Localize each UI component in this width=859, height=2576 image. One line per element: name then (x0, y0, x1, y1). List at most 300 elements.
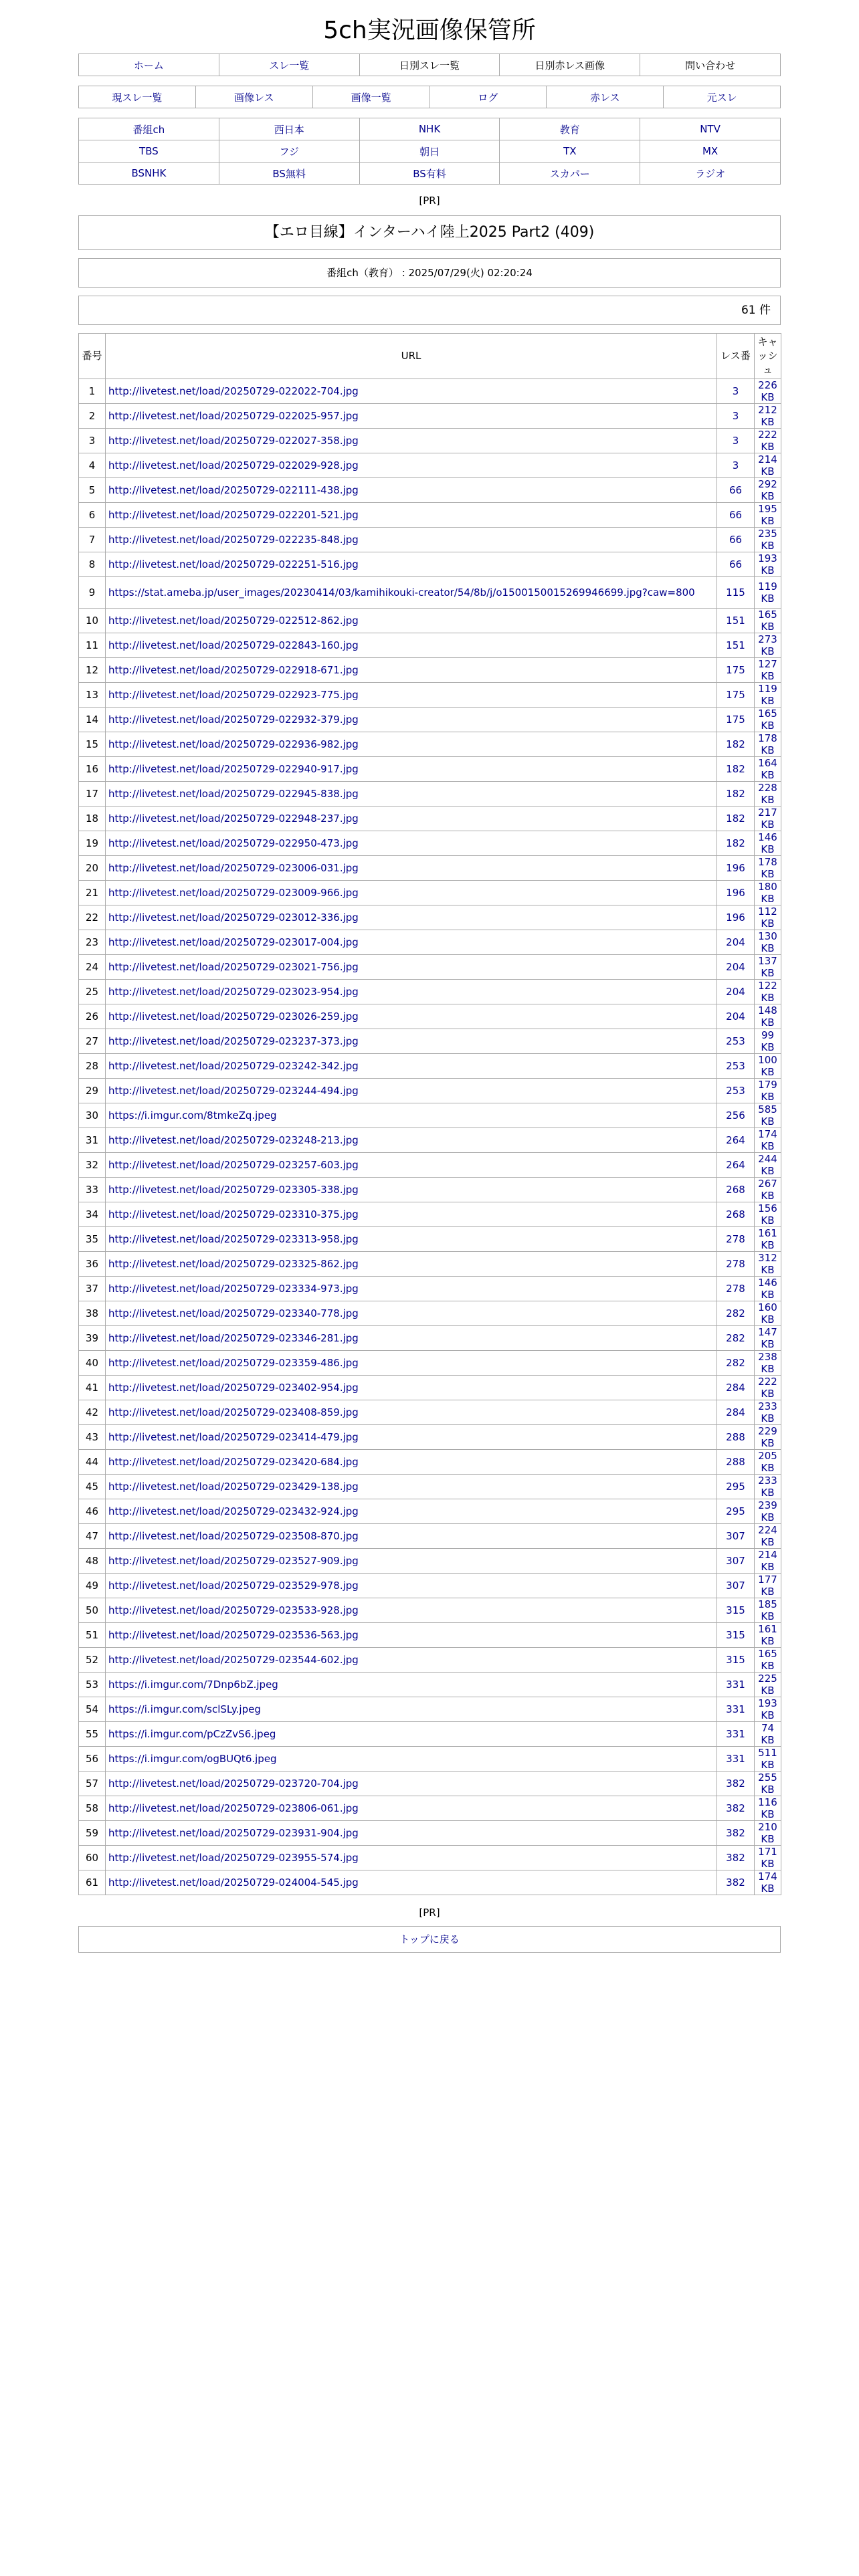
cache-size-link[interactable]: 228 KB (758, 782, 777, 806)
image-url-link[interactable]: http://livetest.net/load/20250729-023310-375.jpg (108, 1208, 359, 1220)
main-nav-cell (219, 54, 359, 76)
image-url-link[interactable]: http://livetest.net/load/20250729-022029-928.jpg (108, 459, 359, 471)
channel-link[interactable]: BS無料 (272, 167, 306, 180)
row-cache-cell (755, 955, 781, 980)
cache-size-link[interactable]: 164 KB (758, 757, 777, 781)
image-url-link[interactable]: http://livetest.net/load/20250729-022027-358.jpg (108, 435, 359, 447)
res-number-link[interactable]: 253 (726, 1085, 745, 1097)
row-url-cell (106, 1722, 717, 1747)
cache-size-link[interactable]: 160 KB (758, 1301, 777, 1325)
cache-size-link[interactable]: 238 KB (758, 1351, 777, 1375)
channel-nav-cell (219, 163, 359, 185)
row-number: 2 (79, 404, 106, 429)
cache-size-link[interactable]: 174 KB (758, 1128, 777, 1152)
image-url-link[interactable]: http://livetest.net/load/20250729-023017-004.jpg (108, 936, 359, 948)
channel-link[interactable]: TX (563, 145, 577, 157)
thread-nav-item[interactable]: ログ (478, 91, 498, 104)
res-number-link[interactable]: 66 (729, 509, 743, 521)
image-url-link[interactable]: http://livetest.net/load/20250729-023720-704.jpg (108, 1778, 359, 1790)
res-number-link[interactable]: 284 (726, 1406, 745, 1418)
res-number-link[interactable]: 151 (726, 615, 745, 627)
res-number-link[interactable]: 315 (726, 1629, 745, 1641)
channel-nav-cell (500, 163, 640, 185)
image-url-link[interactable]: http://livetest.net/load/20250729-022918-671.jpg (108, 664, 359, 676)
cache-size-link[interactable]: 210 KB (758, 1821, 777, 1845)
cache-size-link[interactable]: 177 KB (758, 1574, 777, 1598)
image-url-link[interactable]: http://livetest.net/load/20250729-023023-954.jpg (108, 986, 359, 998)
cache-size-link[interactable]: 122 KB (758, 980, 777, 1004)
main-nav-item[interactable]: 日別赤レス画像 (535, 59, 605, 72)
res-number-link[interactable]: 382 (726, 1876, 745, 1889)
cache-size-link[interactable]: 112 KB (758, 905, 777, 930)
cache-size-link[interactable]: 174 KB (758, 1870, 777, 1895)
cache-size-link[interactable]: 312 KB (758, 1252, 777, 1276)
image-url-link[interactable]: http://livetest.net/load/20250729-023536-563.jpg (108, 1629, 359, 1641)
res-number-link[interactable]: 66 (729, 558, 743, 570)
table-row (79, 1425, 781, 1450)
row-res-cell (717, 683, 755, 708)
table-row (79, 1697, 781, 1722)
image-url-link[interactable]: http://livetest.net/load/20250729-023529-978.jpg (108, 1580, 359, 1592)
image-url-link[interactable]: http://livetest.net/load/20250729-023244-494.jpg (108, 1085, 359, 1097)
row-url-cell (106, 1747, 717, 1772)
channel-link[interactable]: 西日本 (274, 123, 304, 136)
row-number: 16 (79, 757, 106, 782)
res-number-link[interactable]: 182 (726, 738, 745, 750)
image-url-link[interactable]: http://livetest.net/load/20250729-023021-756.jpg (108, 961, 359, 973)
res-number-link[interactable]: 151 (726, 639, 745, 651)
res-number-link[interactable]: 256 (726, 1109, 745, 1121)
row-cache-cell (755, 782, 781, 807)
row-res-cell (717, 1598, 755, 1623)
table-row (79, 1475, 781, 1499)
res-number-link[interactable]: 295 (726, 1481, 745, 1493)
row-res-cell (717, 1475, 755, 1499)
res-number-link[interactable]: 268 (726, 1208, 745, 1220)
image-url-link[interactable]: https://i.imgur.com/8tmkeZq.jpeg (108, 1109, 277, 1121)
res-number-link[interactable]: 331 (726, 1753, 745, 1765)
row-res-cell (717, 1821, 755, 1846)
cache-size-link[interactable]: 156 KB (758, 1202, 777, 1226)
cache-size-link[interactable]: 148 KB (758, 1004, 777, 1029)
res-number-link[interactable]: 182 (726, 763, 745, 775)
row-url-cell (106, 708, 717, 732)
table-row (79, 708, 781, 732)
channel-link[interactable]: TBS (139, 145, 159, 157)
image-url-link[interactable]: http://livetest.net/load/20250729-023527-909.jpg (108, 1555, 359, 1567)
main-nav-item[interactable]: ホーム (133, 59, 164, 72)
res-number-link[interactable]: 284 (726, 1382, 745, 1394)
table-row (79, 683, 781, 708)
image-url-link[interactable]: https://i.imgur.com/7Dnp6bZ.jpeg (108, 1679, 278, 1691)
res-number-link[interactable]: 315 (726, 1654, 745, 1666)
cache-size-link[interactable]: 178 KB (758, 732, 777, 756)
image-url-link[interactable]: https://i.imgur.com/sclSLy.jpeg (108, 1703, 261, 1715)
cache-size-link[interactable]: 147 KB (758, 1326, 777, 1350)
thread-nav-item[interactable]: 画像レス (233, 91, 274, 104)
row-cache-cell (755, 807, 781, 831)
image-url-link[interactable]: http://livetest.net/load/20250729-023955-574.jpg (108, 1852, 359, 1864)
image-url-link[interactable]: http://livetest.net/load/20250729-022251-516.jpg (108, 558, 359, 570)
image-url-link[interactable]: http://livetest.net/load/20250729-023346-281.jpg (108, 1332, 359, 1344)
res-number-link[interactable]: 204 (726, 936, 745, 948)
cache-size-link[interactable]: 119 KB (758, 580, 777, 605)
res-number-link[interactable]: 264 (726, 1159, 745, 1171)
image-url-link[interactable]: http://livetest.net/load/20250729-023432-924.jpg (108, 1505, 359, 1517)
image-url-link[interactable]: http://livetest.net/load/20250729-023508-870.jpg (108, 1530, 359, 1542)
res-number-link[interactable]: 382 (726, 1778, 745, 1790)
row-res-cell (717, 1524, 755, 1549)
cache-size-link[interactable]: 292 KB (758, 478, 777, 502)
res-number-link[interactable]: 182 (726, 788, 745, 800)
res-number-link[interactable]: 278 (726, 1258, 745, 1270)
image-url-link[interactable]: https://i.imgur.com/ogBUQt6.jpeg (108, 1753, 277, 1765)
row-url-cell (106, 609, 717, 633)
cache-size-link[interactable]: 161 KB (758, 1623, 777, 1647)
res-number-link[interactable]: 196 (726, 887, 745, 899)
cache-size-link[interactable]: 180 KB (758, 881, 777, 905)
table-row (79, 1301, 781, 1326)
channel-nav-cell (79, 140, 219, 163)
row-cache-cell (755, 732, 781, 757)
res-number-link[interactable]: 315 (726, 1604, 745, 1616)
row-cache-cell (755, 1079, 781, 1103)
table-row (79, 881, 781, 905)
thread-nav-item[interactable]: 元スレ (706, 91, 737, 104)
row-res-cell (717, 1029, 755, 1054)
row-url-cell (106, 1178, 717, 1202)
channel-link[interactable]: ラジオ (695, 167, 726, 180)
res-number-link[interactable]: 115 (726, 586, 745, 599)
cache-size-link[interactable]: 212 KB (758, 404, 777, 428)
row-res-cell (717, 1178, 755, 1202)
row-res-cell (717, 1054, 755, 1079)
row-res-cell (717, 478, 755, 503)
res-number-link[interactable]: 3 (732, 410, 739, 422)
res-number-link[interactable]: 204 (726, 986, 745, 998)
image-url-link[interactable]: http://livetest.net/load/20250729-022022-704.jpg (108, 385, 359, 397)
table-row (79, 1252, 781, 1277)
main-nav-item[interactable]: スレ一覧 (269, 59, 310, 72)
res-number-link[interactable]: 331 (726, 1703, 745, 1715)
res-number-link[interactable]: 307 (726, 1580, 745, 1592)
channel-link[interactable]: BSNHK (131, 167, 167, 179)
table-row (79, 1351, 781, 1376)
res-number-link[interactable]: 331 (726, 1728, 745, 1740)
row-res-cell (717, 1004, 755, 1029)
cache-size-link[interactable]: 217 KB (758, 807, 777, 831)
cache-size-link[interactable]: 193 KB (758, 1697, 777, 1721)
row-url-cell (106, 1524, 717, 1549)
row-cache-cell (755, 633, 781, 658)
res-number-link[interactable]: 288 (726, 1431, 745, 1443)
cache-size-link[interactable]: 239 KB (758, 1499, 777, 1523)
image-url-link[interactable]: http://livetest.net/load/20250729-022025-957.jpg (108, 410, 359, 422)
row-url-cell (106, 1202, 717, 1227)
image-url-link[interactable]: http://livetest.net/load/20250729-022923-775.jpg (108, 689, 359, 701)
res-number-link[interactable]: 182 (726, 813, 745, 825)
image-url-link[interactable]: https://i.imgur.com/pCzZvS6.jpeg (108, 1728, 276, 1740)
cache-size-link[interactable]: 146 KB (758, 1277, 777, 1301)
row-res-cell (717, 1549, 755, 1574)
row-number: 48 (79, 1549, 106, 1574)
row-cache-cell (755, 453, 781, 478)
image-url-link[interactable]: http://livetest.net/load/20250729-023806-061.jpg (108, 1802, 359, 1814)
table-row (79, 1648, 781, 1673)
cache-size-link[interactable]: 146 KB (758, 831, 777, 855)
table-row (79, 1326, 781, 1351)
res-number-link[interactable]: 196 (726, 911, 745, 924)
row-url-cell (106, 1153, 717, 1178)
image-url-link[interactable]: http://livetest.net/load/20250729-022940-917.jpg (108, 763, 359, 775)
row-cache-cell (755, 404, 781, 429)
row-url-cell (106, 955, 717, 980)
image-url-link[interactable]: http://livetest.net/load/20250729-023237-373.jpg (108, 1035, 359, 1047)
row-cache-cell (755, 1029, 781, 1054)
cache-size-link[interactable]: 235 KB (758, 528, 777, 552)
row-number: 51 (79, 1623, 106, 1648)
res-number-link[interactable]: 288 (726, 1456, 745, 1468)
image-url-link[interactable]: http://livetest.net/load/20250729-023012-336.jpg (108, 911, 359, 924)
row-url-cell (106, 1351, 717, 1376)
channel-link[interactable]: スカパー (549, 167, 590, 180)
cache-size-link[interactable]: 99 KB (761, 1029, 775, 1053)
res-number-link[interactable]: 66 (729, 534, 743, 546)
res-number-link[interactable]: 204 (726, 961, 745, 973)
main-nav-item[interactable]: 問い合わせ (685, 59, 736, 72)
res-number-link[interactable]: 182 (726, 837, 745, 849)
image-url-link[interactable]: http://livetest.net/load/20250729-022843-160.jpg (108, 639, 359, 651)
thread-nav-item[interactable]: 現スレ一覧 (112, 91, 163, 104)
cache-size-link[interactable]: 214 KB (758, 453, 777, 477)
cache-size-link[interactable]: 179 KB (758, 1079, 777, 1103)
image-url-link[interactable]: http://livetest.net/load/20250729-023248-213.jpg (108, 1134, 359, 1146)
cache-size-link[interactable]: 226 KB (758, 379, 777, 403)
res-number-link[interactable]: 282 (726, 1357, 745, 1369)
row-url-cell (106, 1128, 717, 1153)
thread-nav-item[interactable]: 赤レス (589, 91, 620, 104)
row-url-cell (106, 1697, 717, 1722)
image-url-link[interactable]: http://livetest.net/load/20250729-023340-778.jpg (108, 1307, 359, 1319)
cache-size-link[interactable]: 116 KB (758, 1796, 777, 1820)
channel-nav-cell (219, 140, 359, 163)
cache-size-link[interactable]: 267 KB (758, 1178, 777, 1202)
cache-size-link[interactable]: 171 KB (758, 1846, 777, 1870)
cache-size-link[interactable]: 178 KB (758, 856, 777, 880)
image-url-link[interactable]: http://livetest.net/load/20250729-022111-438.jpg (108, 484, 359, 496)
cache-size-link[interactable]: 233 KB (758, 1400, 777, 1424)
channel-link[interactable]: NHK (418, 123, 441, 135)
row-number: 24 (79, 955, 106, 980)
row-number: 22 (79, 905, 106, 930)
channel-link[interactable]: 教育 (559, 123, 580, 136)
res-number-link[interactable]: 175 (726, 664, 745, 676)
image-url-link[interactable]: http://livetest.net/load/20250729-023305-338.jpg (108, 1184, 359, 1196)
image-url-link[interactable]: http://livetest.net/load/20250729-023931-904.jpg (108, 1827, 359, 1839)
image-url-link[interactable]: http://livetest.net/load/20250729-023359-486.jpg (108, 1357, 359, 1369)
row-res-cell (717, 955, 755, 980)
image-url-link[interactable]: http://livetest.net/load/20250729-023026-259.jpg (108, 1010, 359, 1023)
cache-size-link[interactable]: 195 KB (758, 503, 777, 527)
cache-size-link[interactable]: 127 KB (758, 658, 777, 682)
row-res-cell (717, 1648, 755, 1673)
res-number-link[interactable]: 278 (726, 1283, 745, 1295)
res-number-link[interactable]: 382 (726, 1852, 745, 1864)
res-number-link[interactable]: 382 (726, 1827, 745, 1839)
cache-size-link[interactable]: 222 KB (758, 429, 777, 453)
cache-size-link[interactable]: 161 KB (758, 1227, 777, 1251)
channel-link[interactable]: BS有料 (413, 167, 446, 180)
res-number-link[interactable]: 66 (729, 484, 743, 496)
image-url-link[interactable]: http://livetest.net/load/20250729-023325-862.jpg (108, 1258, 359, 1270)
res-number-link[interactable]: 307 (726, 1530, 745, 1542)
image-url-link[interactable]: http://livetest.net/load/20250729-023242-342.jpg (108, 1060, 359, 1072)
row-number: 29 (79, 1079, 106, 1103)
cache-size-link[interactable]: 193 KB (758, 552, 777, 576)
table-row (79, 633, 781, 658)
cache-size-link[interactable]: 165 KB (758, 708, 777, 732)
res-number-link[interactable]: 253 (726, 1060, 745, 1072)
image-url-link[interactable]: http://livetest.net/load/20250729-022512-862.jpg (108, 615, 359, 627)
res-number-link[interactable]: 282 (726, 1307, 745, 1319)
image-url-link[interactable]: http://livetest.net/load/20250729-023402-954.jpg (108, 1382, 359, 1394)
image-url-link[interactable]: http://livetest.net/load/20250729-023414-479.jpg (108, 1431, 359, 1443)
image-url-link[interactable]: http://livetest.net/load/20250729-022201-521.jpg (108, 509, 359, 521)
cache-size-link[interactable]: 511 KB (758, 1747, 777, 1771)
thread-title: 【エロ目線】インターハイ陸上2025 Part2 (409) (78, 215, 781, 250)
cache-size-link[interactable]: 205 KB (758, 1450, 777, 1474)
image-url-link[interactable]: http://livetest.net/load/20250729-022235-848.jpg (108, 534, 359, 546)
cache-size-link[interactable]: 585 KB (758, 1103, 777, 1128)
table-row (79, 1574, 781, 1598)
cache-size-link[interactable]: 214 KB (758, 1549, 777, 1573)
image-url-link[interactable]: http://livetest.net/load/20250729-023313-958.jpg (108, 1233, 359, 1245)
res-number-link[interactable]: 3 (732, 385, 739, 397)
cache-size-link[interactable]: 137 KB (758, 955, 777, 979)
table-row (79, 1796, 781, 1821)
image-url-link[interactable]: http://livetest.net/load/20250729-022936-982.jpg (108, 738, 359, 750)
image-url-link[interactable]: http://livetest.net/load/20250729-023009-966.jpg (108, 887, 359, 899)
row-url-cell (106, 1004, 717, 1029)
res-number-link[interactable]: 3 (732, 459, 739, 471)
cache-size-link[interactable]: 244 KB (758, 1153, 777, 1177)
res-number-link[interactable]: 307 (726, 1555, 745, 1567)
res-number-link[interactable]: 295 (726, 1505, 745, 1517)
table-row (79, 831, 781, 856)
row-number: 49 (79, 1574, 106, 1598)
main-nav-item[interactable]: 日別スレ一覧 (399, 59, 460, 72)
row-cache-cell (755, 1623, 781, 1648)
table-row (79, 1450, 781, 1475)
res-number-link[interactable]: 175 (726, 714, 745, 726)
res-number-link[interactable]: 278 (726, 1233, 745, 1245)
channel-link[interactable]: 朝日 (419, 145, 440, 158)
cache-size-link[interactable]: 222 KB (758, 1376, 777, 1400)
image-url-link[interactable]: http://livetest.net/load/20250729-023408-859.jpg (108, 1406, 359, 1418)
image-url-link[interactable]: http://livetest.net/load/20250729-022948-237.jpg (108, 813, 359, 825)
back-to-top-link[interactable]: トップに戻る (399, 1933, 460, 1945)
table-row (79, 1004, 781, 1029)
cache-size-link[interactable]: 185 KB (758, 1598, 777, 1622)
table-row (79, 404, 781, 429)
image-url-link[interactable]: https://stat.ameba.jp/user_images/20230414/03/kamihikouki-creator/54/8b/j/o1500150015269946699.jpg?caw=800 (108, 586, 695, 599)
image-url-link[interactable]: http://livetest.net/load/20250729-023006-031.jpg (108, 862, 359, 874)
cache-size-link[interactable]: 74 KB (761, 1722, 775, 1746)
row-cache-cell (755, 609, 781, 633)
table-row (79, 1079, 781, 1103)
cache-size-link[interactable]: 229 KB (758, 1425, 777, 1449)
row-number: 60 (79, 1846, 106, 1870)
thread-nav-item[interactable]: 画像一覧 (351, 91, 391, 104)
res-number-link[interactable]: 282 (726, 1332, 745, 1344)
row-number: 44 (79, 1450, 106, 1475)
channel-nav-cell (359, 118, 500, 140)
cache-size-link[interactable]: 119 KB (758, 683, 777, 707)
cache-size-link[interactable]: 100 KB (758, 1054, 777, 1078)
image-url-link[interactable]: http://livetest.net/load/20250729-023420-684.jpg (108, 1456, 359, 1468)
row-url-cell (106, 1846, 717, 1870)
res-number-link[interactable]: 253 (726, 1035, 745, 1047)
cache-size-link[interactable]: 255 KB (758, 1772, 777, 1796)
res-number-link[interactable]: 175 (726, 689, 745, 701)
cache-size-link[interactable]: 130 KB (758, 930, 777, 954)
image-url-link[interactable]: http://livetest.net/load/20250729-024004-545.jpg (108, 1876, 359, 1889)
row-res-cell (717, 1870, 755, 1895)
res-number-link[interactable]: 264 (726, 1134, 745, 1146)
cache-size-link[interactable]: 233 KB (758, 1475, 777, 1499)
res-number-link[interactable]: 382 (726, 1802, 745, 1814)
channel-nav-row (79, 163, 781, 185)
channel-link[interactable]: MX (702, 145, 719, 157)
image-url-link[interactable]: http://livetest.net/load/20250729-023257-603.jpg (108, 1159, 359, 1171)
image-url-link[interactable]: http://livetest.net/load/20250729-023533-928.jpg (108, 1604, 359, 1616)
res-number-link[interactable]: 3 (732, 435, 739, 447)
thread-nav-cell (195, 86, 312, 108)
image-url-link[interactable]: http://livetest.net/load/20250729-022950-473.jpg (108, 837, 359, 849)
cache-size-link[interactable]: 224 KB (758, 1524, 777, 1548)
table-row (79, 1673, 781, 1697)
image-url-link[interactable]: http://livetest.net/load/20250729-022932-379.jpg (108, 714, 359, 726)
channel-link[interactable]: 番組ch (132, 123, 165, 136)
image-url-link[interactable]: http://livetest.net/load/20250729-023429-138.jpg (108, 1481, 359, 1493)
row-url-cell (106, 1252, 717, 1277)
image-url-link[interactable]: http://livetest.net/load/20250729-022945-838.jpg (108, 788, 359, 800)
image-url-link[interactable]: http://livetest.net/load/20250729-023334-973.jpg (108, 1283, 359, 1295)
row-res-cell (717, 552, 755, 577)
table-row (79, 1870, 781, 1895)
res-number-link[interactable]: 331 (726, 1679, 745, 1691)
row-cache-cell (755, 905, 781, 930)
res-number-link[interactable]: 268 (726, 1184, 745, 1196)
cache-size-link[interactable]: 165 KB (758, 1648, 777, 1672)
row-cache-cell (755, 1202, 781, 1227)
channel-link[interactable]: NTV (700, 123, 721, 135)
row-cache-cell (755, 881, 781, 905)
cache-size-link[interactable]: 165 KB (758, 609, 777, 633)
row-cache-cell (755, 1821, 781, 1846)
row-res-cell (717, 609, 755, 633)
row-number: 4 (79, 453, 106, 478)
channel-nav (78, 118, 781, 185)
table-row (79, 1524, 781, 1549)
image-url-link[interactable]: http://livetest.net/load/20250729-023544-602.jpg (108, 1654, 359, 1666)
cache-size-link[interactable]: 225 KB (758, 1673, 777, 1697)
res-number-link[interactable]: 204 (726, 1010, 745, 1023)
channel-link[interactable]: フジ (279, 145, 299, 158)
row-res-cell (717, 1772, 755, 1796)
cache-size-link[interactable]: 273 KB (758, 633, 777, 657)
res-number-link[interactable]: 196 (726, 862, 745, 874)
